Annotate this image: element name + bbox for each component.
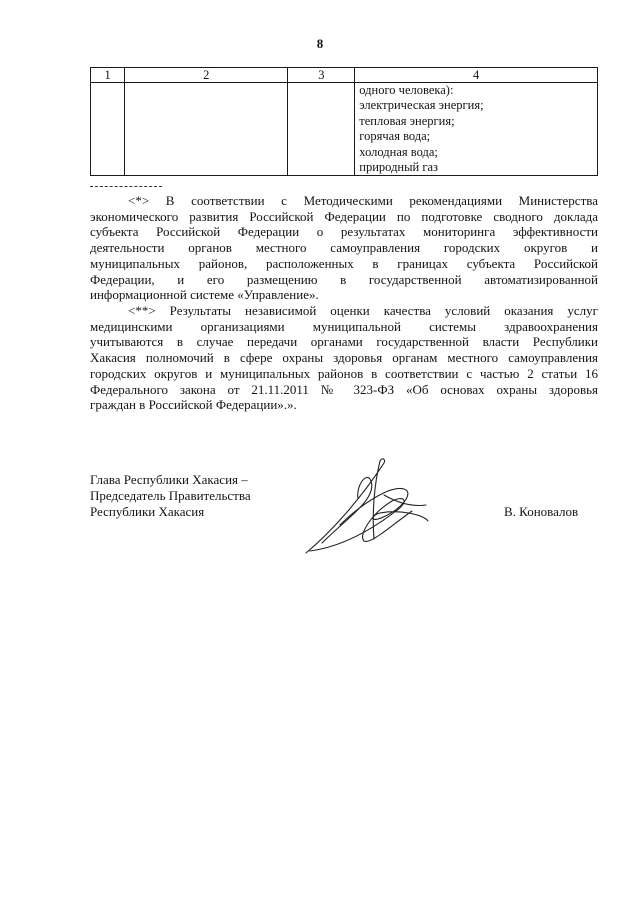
table-cell-col4 [355, 83, 598, 176]
footnote-line: субъекта Российской Федерации о результатах мониторинга эффективности [90, 224, 598, 240]
column-header-2: 2 [125, 68, 288, 83]
footnote-line: учитываются в случае передачи органами государственной власти Республики [90, 334, 598, 350]
footnote-line: граждан в Российской Федерации».». [90, 397, 297, 413]
footnote-line: <**> Результаты независимой оценки качества условий оказания услуг [128, 303, 598, 318]
cell-line: тепловая энергия; [359, 113, 455, 128]
signatory-name: В. Коновалов [504, 504, 579, 519]
cell-line: холодная вода; [359, 144, 438, 159]
footnote-separator [90, 186, 162, 187]
footnote-1 [90, 193, 598, 303]
cell-line: горячая вода; [359, 129, 431, 144]
footnote-line: экономического развития Российской Федерации по подготовке сводного доклада [90, 208, 598, 224]
cell-line: природный газ [359, 160, 438, 175]
table-cell-col1 [91, 83, 125, 176]
continuation-table [90, 67, 598, 176]
handwritten-signature [300, 455, 440, 565]
footnote-line: медицинскими организациями муниципальной системы здравоохранения [90, 318, 598, 334]
signatory-title [90, 472, 251, 520]
table-header-row [91, 68, 598, 83]
cell-line: электрическая энергия; [359, 98, 484, 113]
footnote-2 [90, 303, 598, 413]
footnote-line: деятельности органов местного самоуправления городских округов и [90, 240, 598, 256]
footnote-line: информационной системе «Управление». [90, 287, 319, 303]
footnote-line: Федерального закона от 21.11.2011 № 323-ФЗ «Об основах охраны здоровья [90, 381, 598, 397]
page-number: 8 [316, 36, 324, 51]
table-cell-col3 [288, 83, 355, 176]
footnote-line: муниципальных районов, расположенных в границах субъекта Российской [90, 255, 598, 271]
table-cell-col2 [125, 83, 288, 176]
column-header-4: 4 [355, 68, 598, 83]
signatory-title-line: Глава Республики Хакасия – [90, 472, 248, 487]
footnote-line: <*> В соответствии с Методическими рекомендациями Министерства [128, 193, 598, 208]
cell-line: одного человека): [359, 83, 454, 97]
footnote-line: Федерации, и его размещению в государственной автоматизированной [90, 271, 598, 287]
footnote-line: Хакасия полномочий в сфере охраны здоровья органам местного самоуправления [90, 350, 598, 366]
signatory-title-line: Председатель Правительства [90, 488, 251, 503]
table-row [91, 83, 598, 176]
signatory-title-line: Республики Хакасия [90, 504, 205, 519]
column-header-3: 3 [288, 68, 355, 83]
footnote-line: городских округов и муниципальных районов в соответствии с частью 2 статьи 16 [90, 365, 598, 381]
column-header-1: 1 [91, 68, 125, 83]
